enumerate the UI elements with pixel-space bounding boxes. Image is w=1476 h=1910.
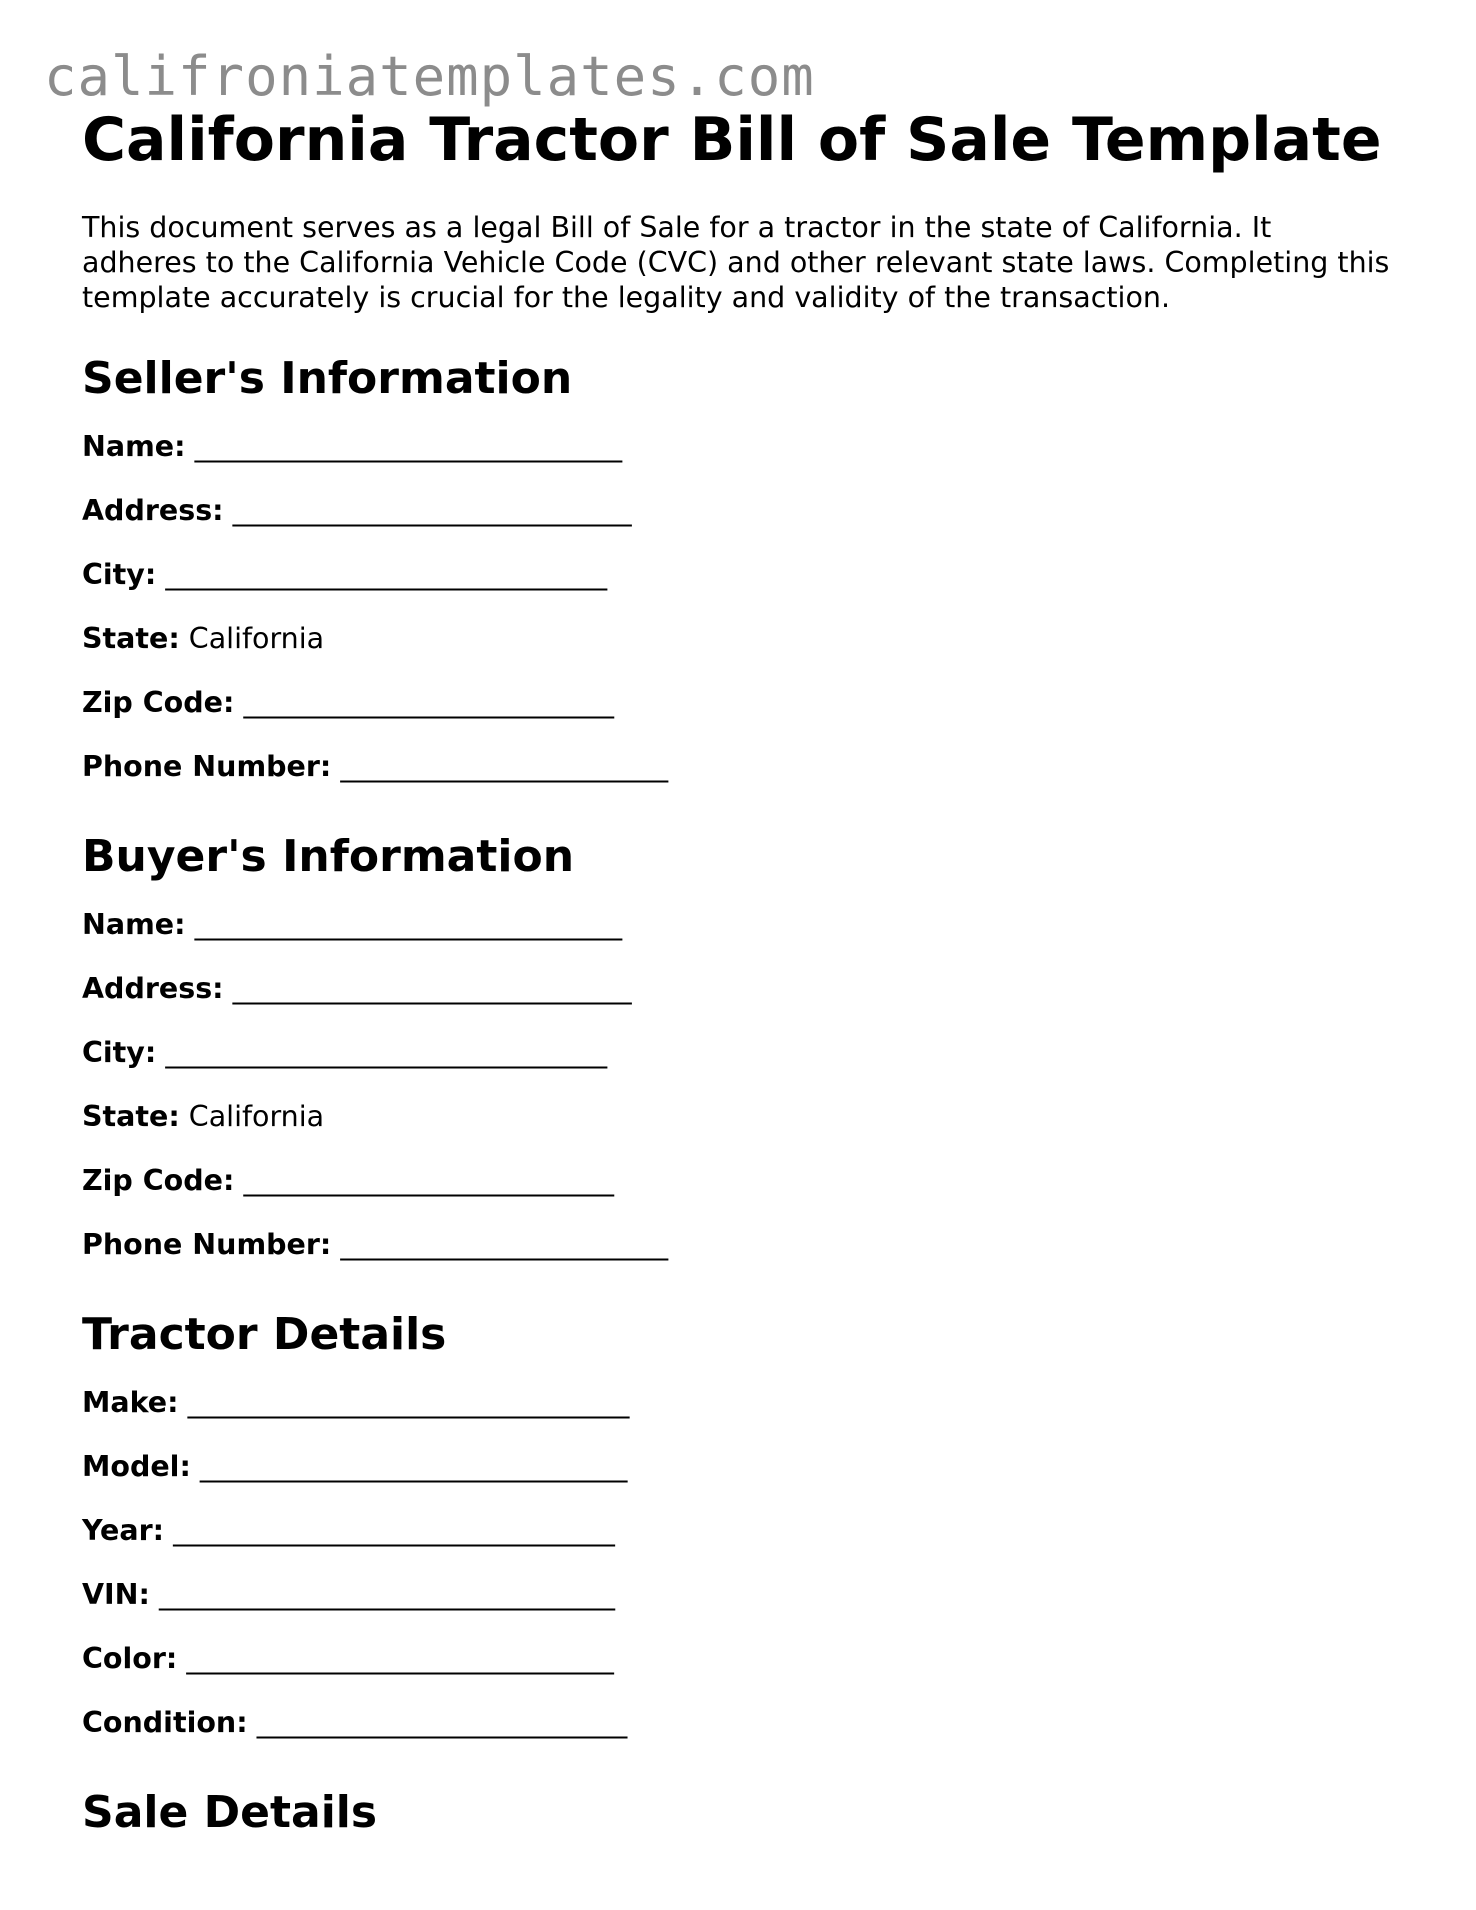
field-buyer-zip bbox=[82, 1161, 1392, 1201]
field-blank[interactable]: ________________________________ bbox=[158, 1578, 615, 1611]
field-blank[interactable]: _______________________ bbox=[340, 1228, 669, 1261]
field-label: Zip Code: bbox=[82, 686, 235, 719]
field-blank[interactable]: __________________________ bbox=[256, 1706, 628, 1739]
field-tractor-vin bbox=[82, 1575, 1392, 1615]
field-label: Address: bbox=[82, 494, 224, 527]
field-seller-address bbox=[82, 491, 1392, 531]
section-buyers-information bbox=[82, 829, 1392, 1265]
field-buyer-phone bbox=[82, 1225, 1392, 1265]
section-tractor-details bbox=[82, 1307, 1392, 1743]
field-tractor-year bbox=[82, 1511, 1392, 1551]
section-heading: Buyer's Information bbox=[82, 831, 575, 882]
field-label: Name: bbox=[82, 908, 186, 941]
field-seller-phone bbox=[82, 747, 1392, 787]
field-tractor-make bbox=[82, 1383, 1392, 1423]
field-tractor-color bbox=[82, 1639, 1392, 1679]
field-buyer-city bbox=[82, 1033, 1392, 1073]
field-label: Year: bbox=[82, 1514, 165, 1547]
field-label: Make: bbox=[82, 1386, 179, 1419]
document-title: California Tractor Bill of Sale Template bbox=[82, 105, 1382, 175]
field-blank[interactable]: ______________________________ bbox=[199, 1450, 628, 1483]
field-tractor-condition bbox=[82, 1703, 1392, 1743]
field-label: Model: bbox=[82, 1450, 191, 1483]
section-sale-details bbox=[82, 1785, 1392, 1841]
section-heading: Tractor Details bbox=[82, 1309, 447, 1360]
field-label: Address: bbox=[82, 972, 224, 1005]
field-label: State: bbox=[82, 1100, 180, 1133]
field-label: Name: bbox=[82, 430, 186, 463]
field-label: Color: bbox=[82, 1642, 178, 1675]
field-blank[interactable]: _______________________________ bbox=[173, 1514, 615, 1547]
field-seller-name bbox=[82, 427, 1392, 467]
document-body bbox=[82, 100, 1392, 1841]
section-heading: Seller's Information bbox=[82, 353, 573, 404]
field-value: California bbox=[188, 1100, 325, 1133]
field-seller-state bbox=[82, 619, 1392, 659]
field-label: Zip Code: bbox=[82, 1164, 235, 1197]
field-blank[interactable]: ____________________________ bbox=[232, 972, 632, 1005]
field-blank[interactable]: ____________________________ bbox=[232, 494, 632, 527]
field-buyer-name bbox=[82, 905, 1392, 945]
field-blank[interactable]: _______________________________ bbox=[187, 1386, 630, 1419]
field-seller-city bbox=[82, 555, 1392, 595]
field-label: State: bbox=[82, 622, 180, 655]
section-heading: Sale Details bbox=[82, 1787, 378, 1838]
field-blank[interactable]: __________________________ bbox=[243, 686, 614, 719]
field-tractor-model bbox=[82, 1447, 1392, 1487]
field-label: Condition: bbox=[82, 1706, 248, 1739]
field-label: City: bbox=[82, 558, 157, 591]
field-label: City: bbox=[82, 1036, 157, 1069]
field-blank[interactable]: _______________________ bbox=[340, 750, 669, 783]
field-blank[interactable]: ______________________________ bbox=[186, 1642, 614, 1675]
field-seller-zip bbox=[82, 683, 1392, 723]
field-buyer-state bbox=[82, 1097, 1392, 1137]
field-blank[interactable]: _______________________________ bbox=[165, 558, 608, 591]
intro-paragraph: This document serves as a legal Bill of Sale for a tractor in the state of California. It adheres to the California Vehicle Code (CVC) and other relevant state laws. Completing this template accurately is crucial for the legality and validity of the transaction. bbox=[82, 211, 1390, 314]
field-label: VIN: bbox=[82, 1578, 150, 1611]
field-label: Phone Number: bbox=[82, 1228, 332, 1261]
field-blank[interactable]: _______________________________ bbox=[165, 1036, 608, 1069]
field-blank[interactable]: __________________________ bbox=[243, 1164, 614, 1197]
field-blank[interactable]: ______________________________ bbox=[194, 908, 623, 941]
watermark-text: califroniatemplates.com bbox=[44, 45, 815, 108]
field-buyer-address bbox=[82, 969, 1392, 1009]
section-sellers-information bbox=[82, 351, 1392, 787]
field-blank[interactable]: ______________________________ bbox=[194, 430, 623, 463]
field-label: Phone Number: bbox=[82, 750, 332, 783]
field-value: California bbox=[188, 622, 325, 655]
